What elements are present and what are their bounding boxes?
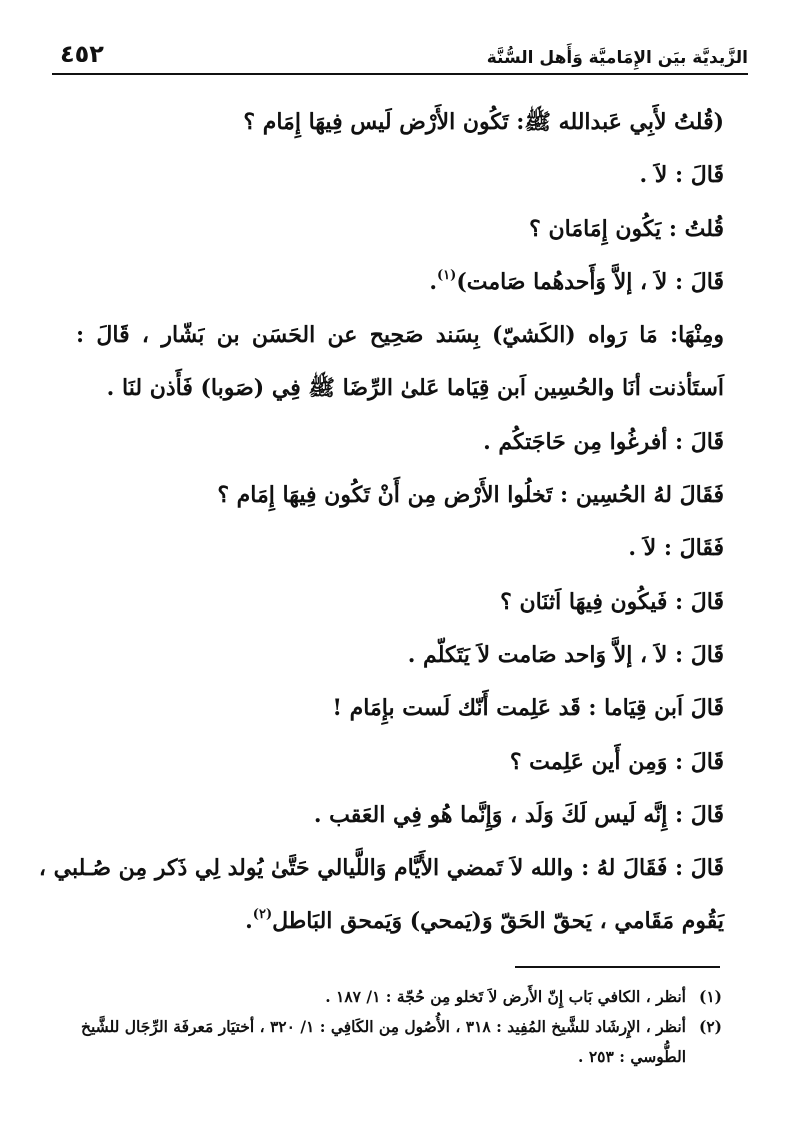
text-line: قَالَ : فَيكُون فِيهَا اَثنَان ؟: [500, 588, 724, 615]
text-line: قُلتُ : يَكُون إِمَامَان ؟: [529, 215, 724, 242]
text-line: قَالَ : أفرغُوا مِن حَاجَتكُم .: [483, 428, 724, 455]
text-line: فَقَالَ لهُ الحُسِين : تَخلُوا الأَرْض مِن أَنْ تَكُون فِيهَا إِمَام ؟: [217, 482, 724, 509]
text-line: قَالَ : لاَ ، إلاَّ وَاحد صَامت لاَ يَتَكلّم .: [407, 641, 724, 668]
footnote-number: (٢): [698, 1017, 722, 1036]
text-line: [76, 895, 724, 948]
footnote-item: [76, 1012, 722, 1072]
footnote-ref-1[interactable]: (١): [437, 267, 457, 283]
header-rule: [52, 73, 748, 75]
text-line: ومِنْهَا: مَا رَواه (الكَشيّ) بِسَند صَحِيح عن الحَسَن بن بَشّار ، قَالَ :: [76, 322, 724, 349]
footnote-separator: [515, 966, 720, 968]
text-line: اَستَأذنت أنَا والحُسِين اَبن قِيَاما عَلىٰ الرِّضَا ﷺ فِي (صَوبا) فَأَذن لنَا .: [106, 375, 724, 402]
footnote-ref-2[interactable]: (٢): [252, 907, 273, 923]
text-line: قَالَ : لاَ .: [639, 162, 724, 189]
text-line: (قُلتُ لأَبِي عَبدالله ﷺ: تَكُون الأَرْض لَيس فِيهَا إِمَام ؟: [243, 109, 724, 135]
footnote-item: [76, 982, 722, 1012]
text-line: قَالَ : إِنَّه لَيس لَكَ وَلَد ، وَإِنَّما هُو فِي العَقب .: [313, 801, 724, 828]
line-end-period: .: [429, 268, 438, 295]
text-line: قَالَ اَبن قِيَاما : قَد عَلِمت أَنّك لَست بإِمَام !: [332, 695, 724, 722]
header-title: الزَّيديَّة بيَن الإِمَاميَّة وَأَهل السُّنَّة: [486, 48, 748, 68]
running-header: [52, 32, 748, 68]
footnotes: [76, 982, 722, 1072]
footnote-text: أنظر ، الإِرشَاد للشَّيخ المُفِيد : ٣١٨ ، الأُصُول مِن الكَافِي : ١/ ٣٢٠ ، أختيَار مَعرفَة الرِّجَال للشَّيخ الطُّوسي : ٢٥٣ .: [80, 1017, 686, 1066]
footnote-text: أنظر ، الكافي بَاب إِنّ الأَرض لاَ تَخلو مِن حُجّة : ١/ ١٨٧ .: [325, 987, 686, 1006]
text-line: قَالَ : فَقَالَ لهُ : والله لاَ تَمضي الأَيَّام وَاللَّيالي حَتَّىٰ يُولد لِي ذَكر مِن صُـلبي ،: [38, 855, 724, 882]
text-line-content: يَقُوم مَقَامي ، يَحقّ الحَقّ وَ(يَمحي) وَيَمحق البَاطل: [272, 908, 724, 935]
text-line-content: قَالَ : لاَ ، إلاَّ وَأَحدهُما صَامت): [456, 268, 724, 295]
text-line: قَالَ : وَمِن أَين عَلِمت ؟: [509, 748, 724, 775]
main-text: [38, 96, 724, 949]
text-line: [76, 256, 724, 309]
footnote-number: (١): [698, 987, 722, 1006]
text-line: فَقَالَ : لاَ .: [628, 535, 724, 562]
page-number: ٤٥٢: [60, 40, 104, 68]
line-end-period: .: [245, 908, 253, 935]
